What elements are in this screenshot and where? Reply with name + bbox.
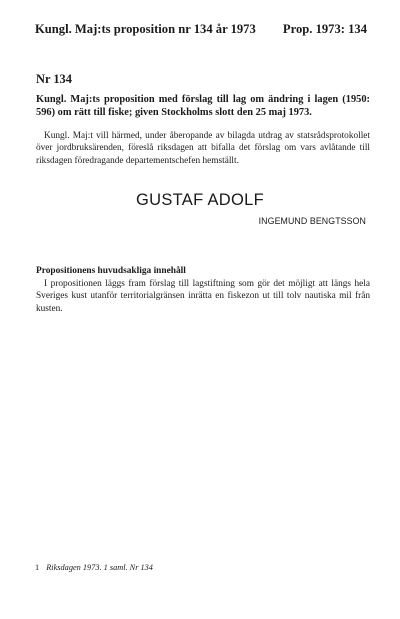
summary-paragraph: I propositionen läggs fram förslag till lagstiftning som gör det möjligt att längs hela Sveriges kust utanför territorialgränsen inrätta en fiskezon ut till tolv nautiska mil från kusten. <box>36 279 370 314</box>
signature-minister: INGEMUND BENGTSSON <box>258 216 366 226</box>
header-prop-number: Prop. 1973: 134 <box>282 22 367 36</box>
running-header <box>35 22 367 42</box>
summary-heading: Propositionens huvudsakliga innehåll <box>36 266 186 276</box>
footer-page-number: 1 <box>35 563 40 572</box>
footer-reference: Riksdagen 1973. 1 saml. Nr 134 <box>46 563 153 572</box>
signature-king: GUSTAF ADOLF <box>136 191 264 209</box>
document-number: Nr 134 <box>36 72 72 86</box>
header-proposition-title: Kungl. Maj:ts proposition nr 134 år 1973 <box>35 22 256 36</box>
page-footer <box>35 563 153 572</box>
bill-title: Kungl. Maj:ts proposition med förslag till lag om ändring i lagen (1950: 596) om rätt till fiske; given Stockholms slott den 25 maj 1973. <box>36 94 370 118</box>
intro-paragraph: Kungl. Maj:t vill härmed, under åberopande av bilagda utdrag av statsrådsprotokollet över jordbruksärenden, föreslå riksdagen att bifalla det förslag om vars avlåtande till riksdagen föredragande departementschefen hemställt. <box>36 131 370 166</box>
